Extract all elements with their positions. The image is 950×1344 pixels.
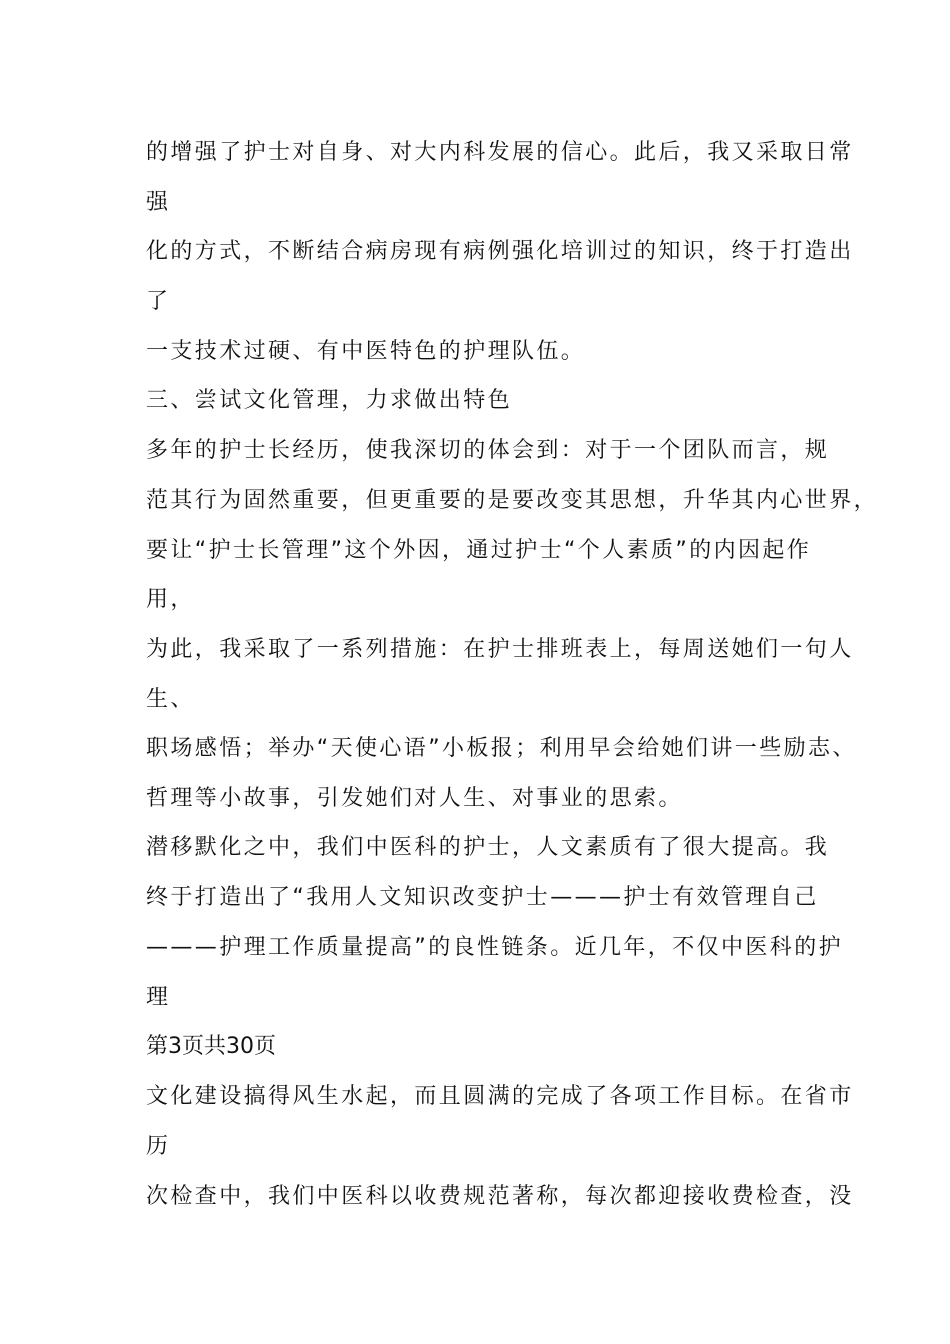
text-line: 历 (146, 1134, 171, 1159)
text-line: 哲理等小故事，引发她们对人生、对事业的思索。 (146, 786, 683, 811)
text-line: 的增强了护士对自身、对大内科发展的信心。此后，我又采取日常 (146, 140, 854, 165)
text-line: 生、 (146, 687, 195, 712)
section-heading: 三、尝试文化管理，力求做出特色 (146, 388, 513, 413)
text-line: ———护理工作质量提高”的良性链条。近几年，不仅中医科的护 (146, 935, 843, 960)
text-line: 要让“护士长管理”这个外因，通过护士“个人素质”的内因起作 (146, 538, 812, 563)
text-line: 理 (146, 985, 171, 1010)
text-line: 一支技术过硬、有中医特色的护理队伍。 (146, 339, 586, 364)
text-line: 用， (146, 587, 195, 612)
page-footer: 第3页共30页 (146, 1034, 276, 1059)
text-line: 了 (146, 289, 171, 314)
text-line: 文化建设搞得风生水起，而且圆满的完成了各项工作目标。在省市 (146, 1084, 854, 1109)
text-line: 多年的护士长经历，使我深切的体会到：对于一个团队而言，规 (146, 438, 830, 463)
text-line: 终于打造出了“我用人文知识改变护士———护士有效管理自己 (146, 885, 819, 910)
text-line: 次检查中，我们中医科以收费规范著称，每次都迎接收费检查，没 (146, 1184, 854, 1209)
text-line: 职场感悟；举办“天使心语”小板报；利用早会给她们讲一些励志、 (146, 736, 857, 761)
text-line: 潜移默化之中，我们中医科的护士，人文素质有了很大提高。我 (146, 835, 830, 860)
text-line: 为此，我采取了一系列措施：在护士排班表上，每周送她们一句人 (146, 637, 854, 662)
text-line: 范其行为固然重要，但更重要的是要改变其思想，升华其内心世界， (146, 488, 879, 513)
text-line: 强 (146, 190, 171, 215)
text-line: 化的方式，不断结合病房现有病例强化培训过的知识，终于打造出 (146, 239, 854, 264)
